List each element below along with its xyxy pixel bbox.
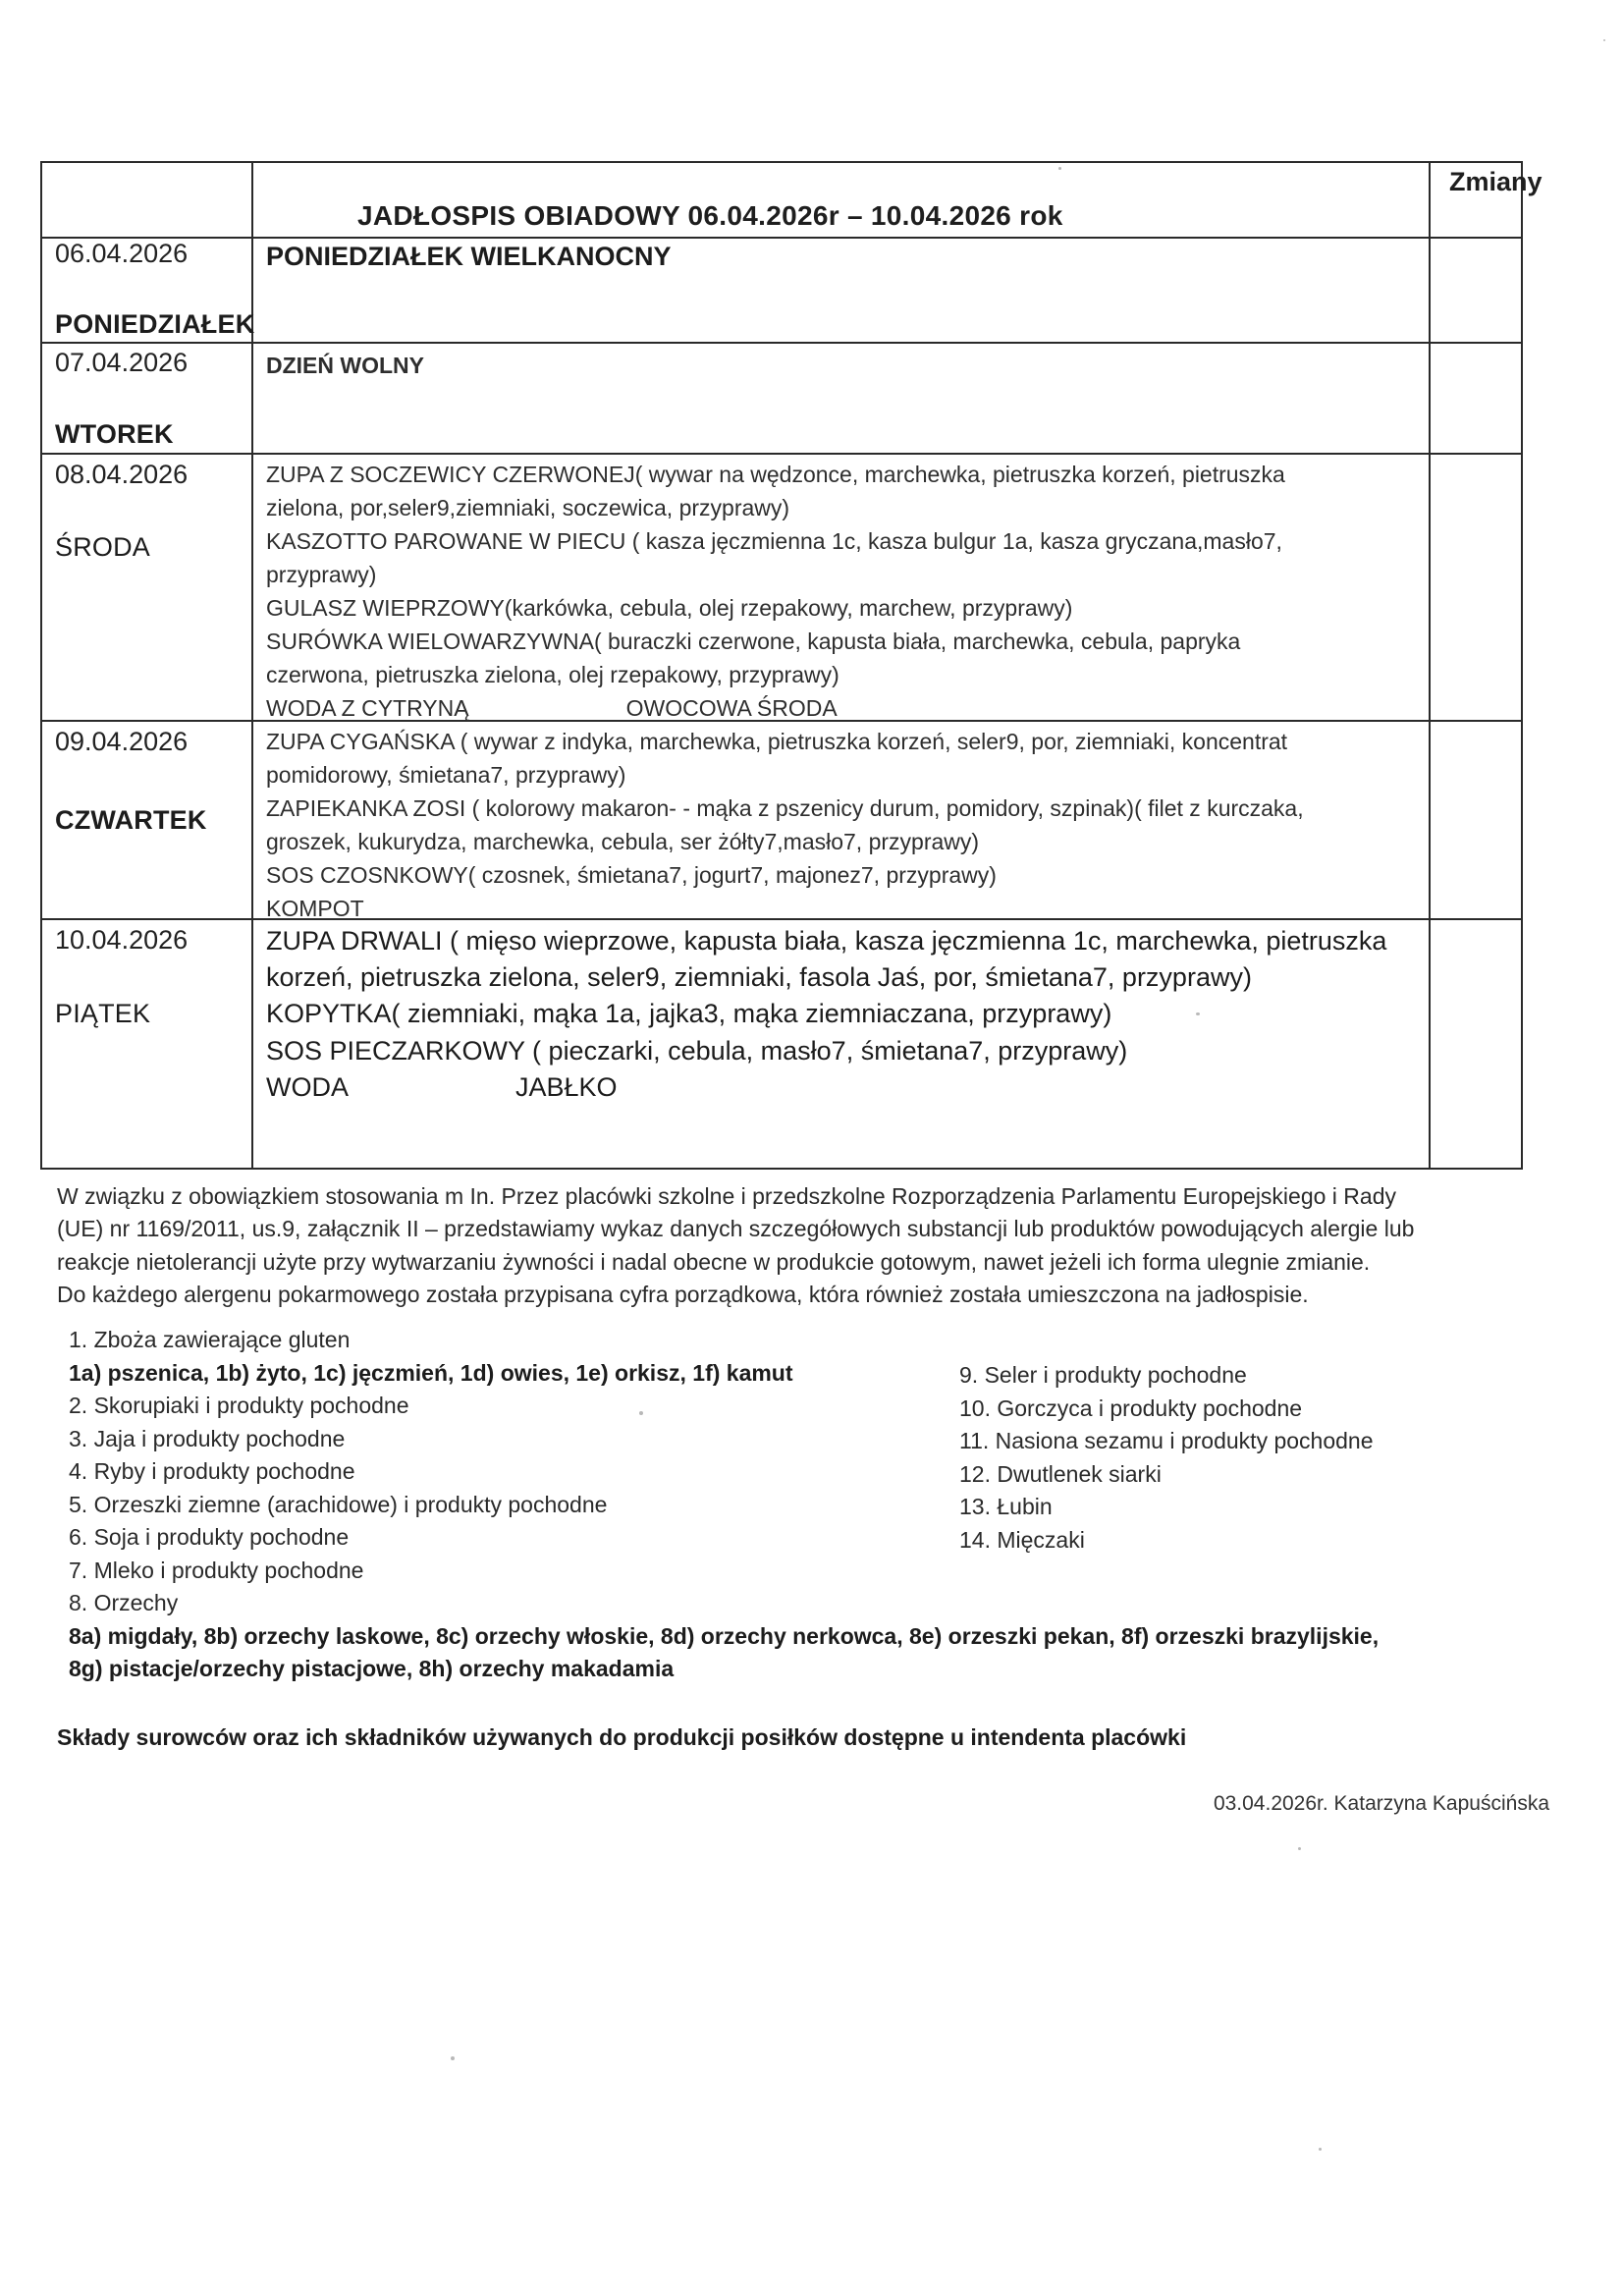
table-rule-left	[40, 161, 42, 1170]
row-date-monday: 06.04.2026	[55, 239, 189, 268]
menu-line: SOS CZOSNKOWY( czosnek, śmietana7, jogurt7, majonez7, przyprawy)	[266, 862, 997, 888]
table-rule-right	[1521, 161, 1523, 1170]
allergen-item: 5. Orzeszki ziemne (arachidowe) i produkty pochodne	[69, 1491, 608, 1517]
menu-line-drink-and-fruit	[266, 1069, 1425, 1106]
menu-drink: WODA	[266, 1071, 349, 1102]
date-and-signature: 03.04.2026r. Katarzyna Kapuścińska	[1213, 1792, 1549, 1815]
allergen-item: 14. Mięczaki	[959, 1526, 1085, 1553]
scan-speck	[451, 2056, 455, 2060]
menu-line: KASZOTTO PAROWANE W PIECU ( kasza jęczmienna 1c, kasza bulgur 1a, kasza gryczana,masło7,	[266, 528, 1282, 554]
allergen-item: 4. Ryby i produkty pochodne	[69, 1458, 355, 1484]
menu-line: KOPYTKA( ziemniaki, mąka 1a, jajka3, mąka ziemniaczana, przyprawy)	[266, 999, 1112, 1029]
menu-drink: WODA Z CYTRYNĄ	[266, 695, 469, 721]
scan-speck	[1298, 1847, 1301, 1850]
allergen-item: 9. Seler i produkty pochodne	[959, 1362, 1247, 1388]
allergen-subitems: 1a) pszenica, 1b) żyto, 1c) jęczmień, 1d) owies, 1e) orkisz, 1f) kamut	[69, 1359, 793, 1386]
menu-line: GULASZ WIEPRZOWY(karkówka, cebula, olej rzepakowy, marchew, przyprawy)	[266, 595, 1073, 621]
menu-line: SURÓWKA WIELOWARZYWNA( buraczki czerwone, kapusta biała, marchewka, cebula, papryka	[266, 629, 1241, 654]
allergen-item: 7. Mleko i produkty pochodne	[69, 1557, 364, 1583]
table-rule	[40, 453, 1523, 455]
scan-speck	[1603, 39, 1605, 41]
menu-fruit: OWOCOWA ŚRODA	[625, 695, 838, 721]
allergen-list-right	[959, 1359, 1374, 1557]
row-weekday-friday: PIĄTEK	[55, 999, 151, 1028]
menu-line: KOMPOT	[266, 896, 364, 921]
row-date-friday: 10.04.2026	[55, 925, 189, 955]
menu-monday	[266, 239, 1425, 275]
allergen-item: 1. Zboża zawierające gluten	[69, 1327, 351, 1352]
menu-line: SOS PIECZARKOWY ( pieczarki, cebula, masło7, śmietana7, przyprawy)	[266, 1035, 1128, 1066]
row-date-tuesday: 07.04.2026	[55, 348, 189, 377]
allergen-subitems: 8a) migdały, 8b) orzechy laskowe, 8c) orzechy włoskie, 8d) orzechy nerkowca, 8e) orzeszki pekan, 8f) orzeszki brazylijskie,	[69, 1622, 1380, 1649]
page-title: JADŁOSPIS OBIADOWY 06.04.2026r – 10.04.2026 rok	[357, 200, 1063, 231]
row-date-thursday: 09.04.2026	[55, 727, 189, 756]
paragraph-line: reakcje nietolerancji użyte przy wytwarzaniu żywności i nadal obecne w produkcie gotowym, nawet jeżeli ich forma ulegnie zmianie.	[57, 1248, 1371, 1275]
menu-line: przyprawy)	[266, 562, 377, 587]
menu-fruit: JABŁKO	[515, 1071, 618, 1102]
table-rule	[40, 342, 1523, 344]
allergen-item: 12. Dwutlenek siarki	[959, 1460, 1162, 1487]
menu-line: PONIEDZIAŁEK WIELKANOCNY	[266, 242, 672, 271]
row-weekday-monday: PONIEDZIAŁEK	[55, 309, 255, 339]
ingredients-availability-note: Składy surowców oraz ich składników używanych do produkcji posiłków dostępne u intendenta placówki	[57, 1724, 1187, 1750]
menu-line: ZUPA Z SOCZEWICY CZERWONEJ( wywar na wędzonce, marchewka, pietruszka korzeń, pietruszka	[266, 462, 1285, 487]
paragraph-line: (UE) nr 1169/2011, us.9, załącznik II – przedstawiamy wykaz danych szczegółowych substancji lub produktów powodujących alergie lub	[57, 1216, 1415, 1242]
menu-line-drink-and-fruit	[266, 691, 1425, 725]
menu-tuesday	[266, 349, 1425, 382]
allergen-item: 3. Jaja i produkty pochodne	[69, 1425, 346, 1451]
row-weekday-wednesday: ŚRODA	[55, 532, 151, 562]
menu-line: ZAPIEKANKA ZOSI ( kolorowy makaron- - mąka z pszenicy durum, pomidory, szpinak)( filet z kurczaka,	[266, 795, 1304, 821]
menu-line: pomidorowy, śmietana7, przyprawy)	[266, 762, 626, 788]
allergen-regulation-paragraph	[57, 1180, 1579, 1312]
allergen-subitems: 8g) pistacje/orzechy pistacjowe, 8h) orzechy makadamia	[69, 1656, 675, 1681]
menu-line: ZUPA DRWALI ( mięso wieprzowe, kapusta biała, kasza jęczmienna 1c, marchewka, pietruszka	[266, 926, 1387, 956]
allergen-item: 6. Soja i produkty pochodne	[69, 1524, 350, 1550]
table-rule-bottom	[40, 1168, 1523, 1170]
row-date-wednesday: 08.04.2026	[55, 460, 189, 489]
allergen-item: 11. Nasiona sezamu i produkty pochodne	[959, 1428, 1374, 1453]
paragraph-line: W związku z obowiązkiem stosowania m In. Przez placówki szkolne i przedszkolne Rozporządzenia Parlamentu Europejskiego i Rady	[57, 1183, 1396, 1209]
allergen-item: 13. Łubin	[959, 1494, 1053, 1519]
table-rule-changes-col	[1429, 161, 1431, 1170]
allergen-item: 8. Orzechy	[69, 1590, 179, 1615]
scan-speck	[1058, 167, 1061, 170]
row-weekday-thursday: CZWARTEK	[55, 805, 207, 835]
row-weekday-tuesday: WTOREK	[55, 419, 174, 449]
menu-line: czerwona, pietruszka zielona, olej rzepakowy, przyprawy)	[266, 662, 839, 687]
menu-line: ZUPA CYGAŃSKA ( wywar z indyka, marchewka, pietruszka korzeń, seler9, por, ziemniaki, koncentrat	[266, 729, 1288, 754]
allergen-item: 10. Gorczyca i produkty pochodne	[959, 1394, 1303, 1421]
menu-line: DZIEŃ WOLNY	[266, 353, 424, 378]
menu-line: zielona, por,seler9,ziemniaki, soczewica, przyprawy)	[266, 495, 790, 520]
scan-speck	[1319, 2148, 1322, 2151]
paragraph-line: Do każdego alergenu pokarmowego została przypisana cyfra porządkowa, która również została umieszczona na jadłospisie.	[57, 1282, 1309, 1308]
allergen-item: 2. Skorupiaki i produkty pochodne	[69, 1393, 409, 1418]
menu-friday	[266, 923, 1425, 1106]
menu-line: groszek, kukurydza, marchewka, cebula, ser żółty7,masło7, przyprawy)	[266, 829, 980, 854]
changes-column-header: Zmiany	[1449, 167, 1543, 196]
menu-thursday	[266, 725, 1425, 925]
menu-line: korzeń, pietruszka zielona, seler9, ziemniaki, fasola Jaś, por, śmietana7, przyprawy)	[266, 962, 1252, 993]
table-rule-top	[40, 161, 1523, 163]
menu-wednesday	[266, 458, 1425, 725]
